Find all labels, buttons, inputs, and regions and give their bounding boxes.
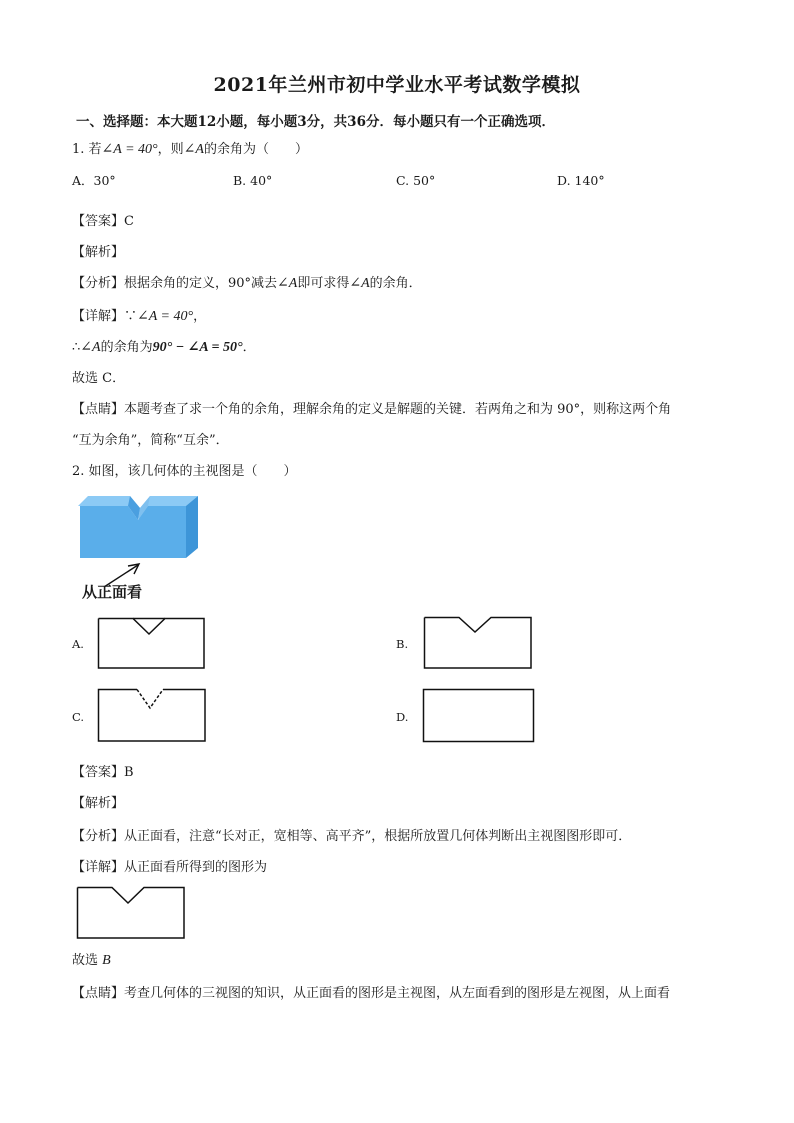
q1-choice: 故选 C．: [72, 371, 126, 386]
q2-stem: 2. 如图，该几何体的主视图是（ ）: [72, 464, 297, 479]
q2-fenxi: 【分析】从正面看，注意“长对正，宽相等、高平齐”，根据所放置几何体判断出主视图图形即可．: [72, 829, 632, 844]
q1-dianjing-line1: 【点睛】本题考查了求一个角的余角，理解余角的定义是解题的关键．若两角之和为 90°，则称这两个角: [72, 402, 672, 417]
q2-option-b-figure: [423, 616, 535, 671]
page-title: 2021年兰州市初中学业水平考试数学模拟: [213, 74, 581, 96]
q2-option-a-label: A.: [72, 637, 84, 651]
q1-jiexi: 【解析】: [72, 245, 125, 260]
q2-option-b-label: B.: [396, 637, 409, 651]
section-heading: 一、选择题：本大题12小题，每小题3分，共36分．每小题只有一个正确选项．: [76, 114, 555, 130]
q2-option-d-label: D.: [396, 710, 409, 724]
q1-dianjing-line2: “互为余角”，简称“互余”．: [72, 433, 229, 448]
q1-option-c: C. 50°: [396, 173, 436, 188]
q1-xiangjie: 【详解】∵∠A = 40°，: [72, 309, 207, 324]
q2-dianjing: 【点睛】考查几何体的三视图的知识，从正面看的图形是主视图，从左面看到的图形是左视图，从上面看: [72, 986, 671, 1001]
q2-answer-figure: [76, 886, 188, 942]
q1-option-d: D. 140°: [557, 173, 605, 188]
q2-choice: 故选 B: [72, 953, 111, 968]
q1-fenxi: 【分析】根据余角的定义，90°减去∠A即可求得∠A的余角．: [72, 276, 422, 291]
q2-xiangjie: 【详解】从正面看所得到的图形为: [72, 860, 268, 875]
q2-answer: 【答案】B: [72, 765, 134, 780]
q1-therefore: ∴∠A的余角为90° − ∠A = 50°．: [72, 340, 256, 355]
q2-option-a-figure: [97, 617, 207, 671]
q1-option-a: A．30°: [72, 173, 116, 188]
view-direction-label: 从正面看: [82, 583, 143, 601]
q2-jiexi: 【解析】: [72, 796, 125, 811]
q2-solid-figure: [78, 494, 203, 564]
q1-option-b: B. 40°: [233, 173, 273, 188]
q2-option-c-label: C.: [72, 710, 85, 724]
q2-option-c-figure: [97, 688, 209, 744]
q1-stem: 1. 若∠A = 40°，则∠A的余角为（ ）: [72, 142, 308, 157]
q1-answer: 【答案】C: [72, 214, 134, 229]
q2-option-d-figure: [422, 688, 536, 744]
